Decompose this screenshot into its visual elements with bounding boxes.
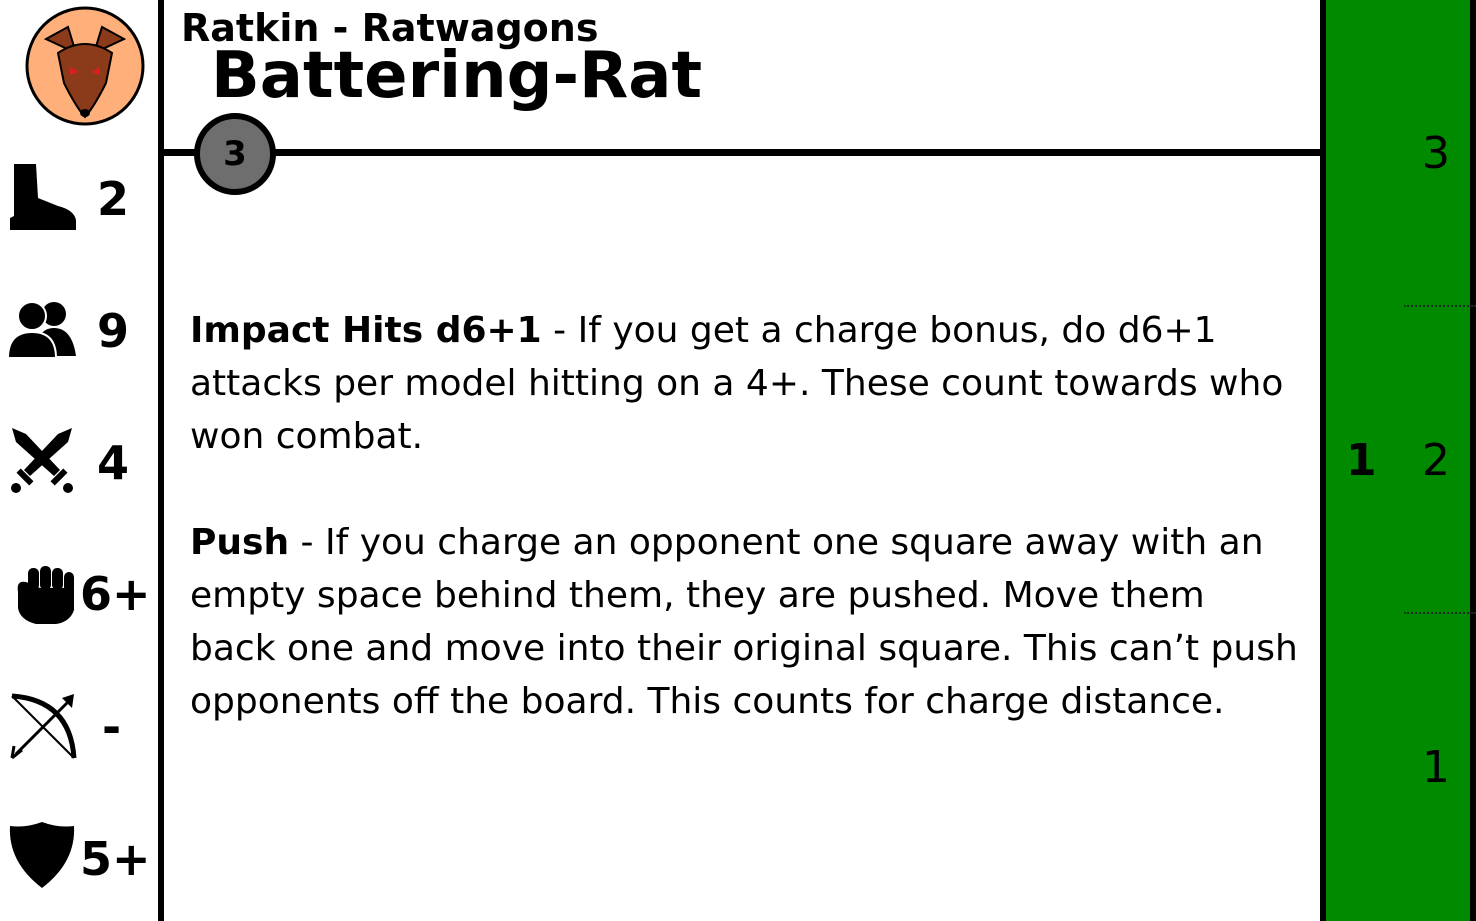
group-icon (6, 294, 78, 366)
cost-value: 3 (223, 134, 247, 174)
special-rules (190, 304, 1300, 781)
tracker-row-3[interactable]: 3 (1422, 128, 1450, 179)
rule-text: - If you get a charge bonus, do d6+1 attacks per model hitting on a 4+. These count towards who won combat. (190, 310, 1284, 457)
tracker-row-1[interactable]: 1 (1422, 742, 1450, 793)
stat-strength-value: 6+ (80, 567, 151, 621)
rule-push (190, 516, 1300, 728)
rule-impact-hits (190, 304, 1300, 463)
rat-faction-logo-icon (24, 5, 146, 127)
stat-ranged-value: - (102, 700, 122, 754)
crossed-swords-icon (6, 424, 78, 496)
left-divider (158, 0, 164, 921)
unit-name: Battering-Rat (211, 39, 703, 113)
cost-badge (194, 113, 276, 195)
shield-icon (6, 818, 78, 890)
header-divider (164, 149, 1320, 156)
bow-icon (8, 690, 80, 762)
stat-melee-value: 4 (97, 436, 130, 490)
boot-icon (6, 160, 78, 232)
wound-tracker (1320, 0, 1476, 921)
faction-title: Ratkin - Ratwagons (181, 6, 599, 50)
tracker-row-2[interactable]: 2 (1422, 435, 1450, 486)
tracker-unit-count: 1 (1346, 435, 1377, 486)
stat-armour-value: 5+ (80, 832, 151, 886)
fist-icon (10, 558, 82, 630)
tracker-divider (1404, 612, 1476, 614)
rule-name: Push (190, 522, 290, 563)
rule-name: Impact Hits d6+1 (190, 310, 542, 351)
tracker-divider (1404, 305, 1476, 307)
stat-models-value: 9 (97, 304, 130, 358)
stat-column (0, 0, 158, 921)
rule-text: - If you charge an opponent one square away with an empty space behind them, they are pushed. Move them back one and move into their original square. This can’t push opponents off the board. This counts for charge distance. (190, 522, 1298, 722)
stat-move-value: 2 (97, 172, 130, 226)
